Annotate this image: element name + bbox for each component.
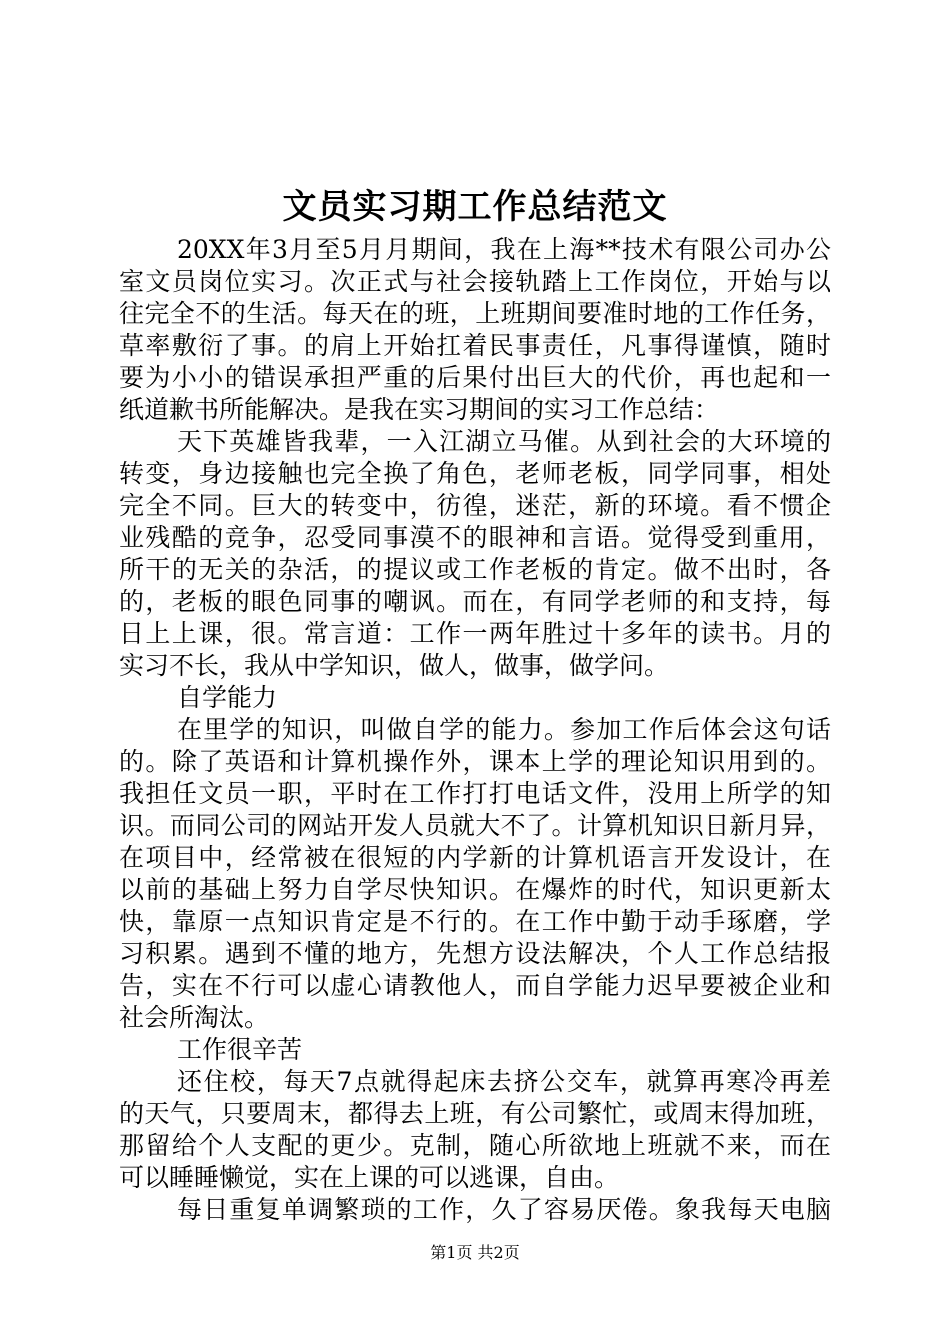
text-line: 每日重复单调繁琐的工作，久了容易厌倦。象我每天电脑 [177,1195,831,1224]
section-heading: 工作很辛苦 [177,1035,303,1064]
text-line: 完全不同。巨大的转变中，彷徨，迷茫，新的环境。看不惯企 [119,491,831,520]
text-line: 要为小小的错误承担严重的后果付出巨大的代价，再也起和一 [119,363,831,392]
text-line: 20XX年3月至5月月期间，我在上海**技术有限公司办公 [177,235,831,264]
page-footer: 第1页 共2页 [430,1243,520,1262]
text-line: 转变，身边接触也完全换了角色，老师老板，同学同事，相处 [119,459,831,488]
text-line: 我担任文员一职，平时在工作打打电话文件，没用上所学的知 [119,779,831,808]
text-line: 可以睡睡懒觉，实在上课的可以逃课，自由。 [119,1163,620,1192]
text-line: 还住校，每天7点就得起床去挤公交车，就算再寒冷再差 [177,1067,831,1096]
document-title: 文员实习期工作总结范文 [282,187,668,227]
text-line: 告，实在不行可以虚心请教他人，而自学能力迟早要被企业和 [119,971,831,1000]
section-heading: 自学能力 [177,683,278,712]
text-line: 草率敷衍了事。的肩上开始扛着民事责任，凡事得谨慎，随时 [119,331,831,360]
text-line: 以前的基础上努力自学尽快知识。在爆炸的时代，知识更新太 [119,875,831,904]
text-line: 在里学的知识，叫做自学的能力。参加工作后体会这句话 [177,715,831,744]
text-line: 习积累。遇到不懂的地方，先想方设法解决，个人工作总结报 [119,939,831,968]
text-line: 在项目中，经常被在很短的内学新的计算机语言开发设计，在 [119,843,831,872]
text-line: 业残酷的竞争，忍受同事漠不的眼神和言语。觉得受到重用， [119,523,831,552]
text-line: 快，靠原一点知识肯定是不行的。在工作中勤于动手琢磨，学 [119,907,831,936]
text-line: 的。除了英语和计算机操作外，课本上学的理论知识用到的。 [119,747,831,776]
text-line: 实习不长，我从中学知识，做人，做事，做学问。 [119,651,670,680]
text-line: 纸道歉书所能解决。是我在实习期间的实习工作总结： [119,395,720,424]
text-line: 往完全不的生活。每天在的班，上班期间要准时地的工作任务， [119,299,831,328]
text-line: 室文员岗位实习。次正式与社会接轨踏上工作岗位，开始与以 [119,267,831,296]
text-line: 社会所淘汰。 [119,1003,270,1032]
text-line: 那留给个人支配的更少。克制，随心所欲地上班就不来，而在 [119,1131,831,1160]
text-line: 的，老板的眼色同事的嘲讽。而在，有同学老师的和支持，每 [119,587,831,616]
text-line: 识。而同公司的网站开发人员就大不了。计算机知识日新月异， [119,811,831,840]
text-line: 所干的无关的杂活，的提议或工作老板的肯定。做不出时，各 [119,555,831,584]
text-line: 的天气，只要周末，都得去上班，有公司繁忙，或周末得加班， [119,1099,831,1128]
text-line: 天下英雄皆我辈，一入江湖立马催。从到社会的大环境的 [177,427,831,456]
text-line: 日上上课，很。常言道：工作一两年胜过十多年的读书。月的 [119,619,831,648]
document-body [119,234,831,1226]
